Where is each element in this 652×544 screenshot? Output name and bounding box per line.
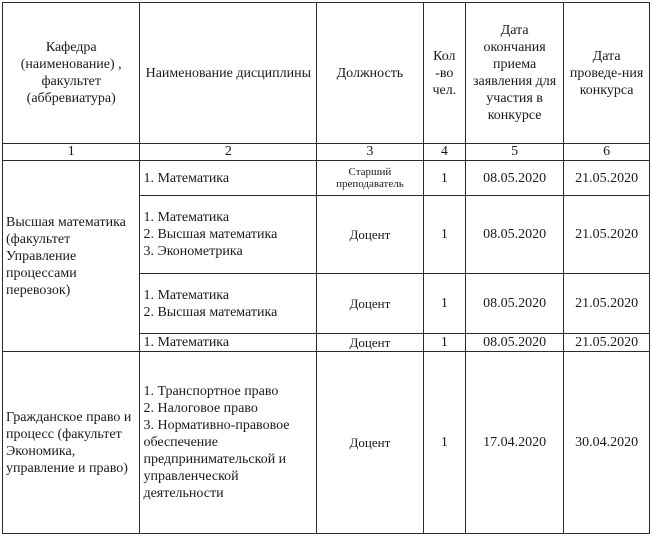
header-row <box>3 3 650 144</box>
table-row <box>3 161 650 196</box>
header-position: Должность <box>317 3 423 144</box>
position-cell: Доцент <box>317 196 423 274</box>
column-number: 2 <box>140 144 317 161</box>
position-cell: Доцент <box>317 334 423 352</box>
deadline-cell: 08.05.2020 <box>466 274 564 334</box>
discipline-cell <box>140 161 317 196</box>
header-deadline: Дата окончания приема заявления для участия в конкурсе <box>466 3 564 144</box>
column-number: 4 <box>423 144 465 161</box>
discipline-item: 1. Математика <box>143 287 230 303</box>
count-cell: 1 <box>423 161 465 196</box>
header-discipline: Наименование дисциплины <box>140 3 317 144</box>
discipline-item: 3. Нормативно-правовое обеспечение предпринимательской и управленческой деятельности <box>143 418 290 501</box>
discipline-item: 1. Транспортное право <box>143 384 279 399</box>
deadline-cell: 08.05.2020 <box>466 196 564 274</box>
deadline-cell: 08.05.2020 <box>466 334 564 352</box>
header-department: Кафедра (наименование) , факультет (аббревиатура) <box>3 3 140 144</box>
column-number: 1 <box>3 144 140 161</box>
column-number: 6 <box>564 144 650 161</box>
discipline-item: 1. Математика <box>143 170 230 186</box>
competition-date-cell: 21.05.2020 <box>564 161 650 196</box>
department-cell: Гражданское право и процесс (факультет Экономика, управление и право) <box>3 352 140 534</box>
discipline-item: 2. Высшая математика <box>143 304 278 320</box>
count-cell: 1 <box>423 352 465 534</box>
discipline-cell <box>140 352 317 534</box>
position-cell: Доцент <box>317 352 423 534</box>
discipline-item: 2. Налоговое право <box>143 401 258 416</box>
column-number-row <box>3 144 650 161</box>
discipline-item: 2. Высшая математика <box>143 227 278 242</box>
competition-date-cell: 21.05.2020 <box>564 196 650 274</box>
discipline-item: 3. Эконометрика <box>143 244 243 259</box>
header-competition-date: Дата проведе-ния конкурса <box>564 3 650 144</box>
deadline-cell: 08.05.2020 <box>466 161 564 196</box>
count-cell: 1 <box>423 274 465 334</box>
discipline-cell <box>140 334 317 352</box>
discipline-cell <box>140 274 317 334</box>
competition-date-cell: 21.05.2020 <box>564 334 650 352</box>
discipline-item: 1. Математика <box>143 335 230 350</box>
position-cell: Старший преподаватель <box>317 161 423 196</box>
deadline-cell: 17.04.2020 <box>466 352 564 534</box>
discipline-cell <box>140 196 317 274</box>
discipline-item: 1. Математика <box>143 210 230 225</box>
count-cell: 1 <box>423 196 465 274</box>
count-cell: 1 <box>423 334 465 352</box>
vacancy-table <box>2 2 650 534</box>
table-row <box>3 352 650 534</box>
position-cell: Доцент <box>317 274 423 334</box>
competition-date-cell: 21.05.2020 <box>564 274 650 334</box>
column-number: 5 <box>466 144 564 161</box>
header-count: Кол -во чел. <box>423 3 465 144</box>
column-number: 3 <box>317 144 423 161</box>
competition-date-cell: 30.04.2020 <box>564 352 650 534</box>
department-cell: Высшая математика (факультет Управление процессами перевозок) <box>3 161 140 352</box>
